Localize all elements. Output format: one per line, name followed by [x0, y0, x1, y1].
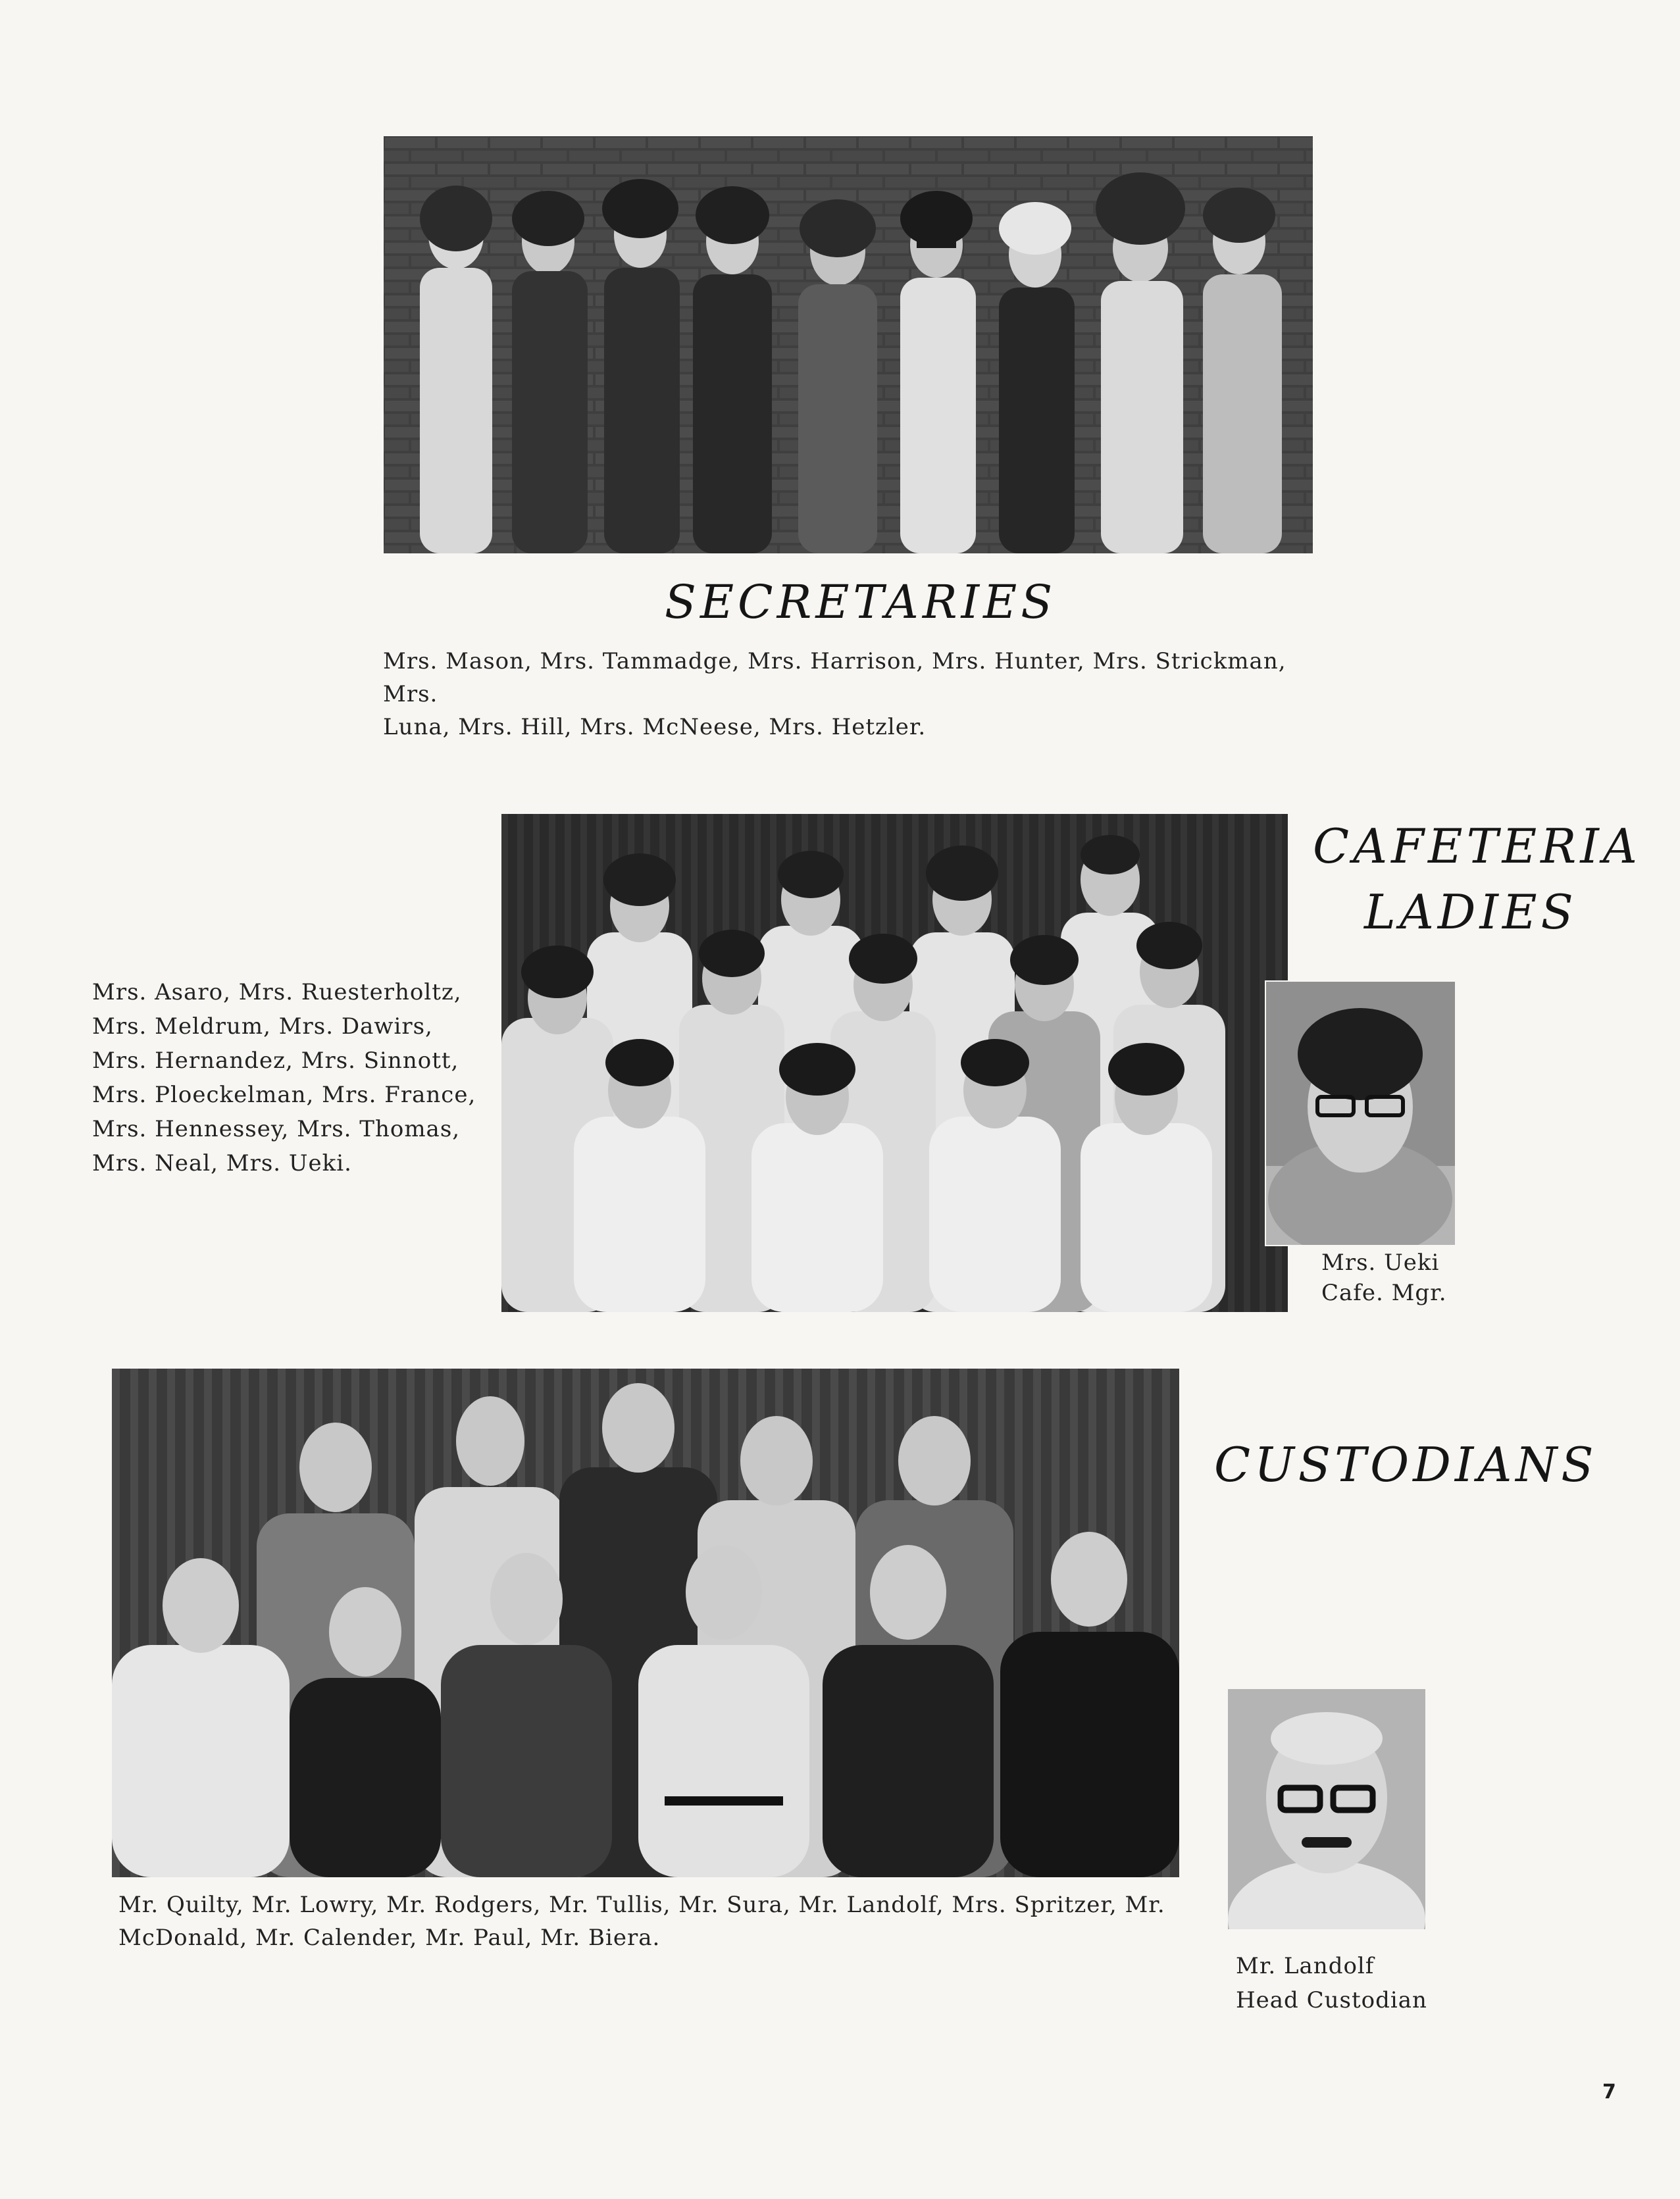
custodians-heading: CUSTODIANS: [1214, 1437, 1598, 1492]
cafeteria-names-line: Mrs. Neal, Mrs. Ueki.: [92, 1150, 352, 1176]
head-custodian-title: Head Custodian: [1236, 1987, 1427, 2013]
cafeteria-heading-line2: LADIES: [1364, 884, 1577, 940]
custodians-caption-line: Mr. Quilty, Mr. Lowry, Mr. Rodgers, Mr. Tullis, Mr. Sura, Mr. Landolf, Mrs. Spritzer, Mr.: [118, 1892, 1165, 1918]
cafeteria-manager-title: Cafe. Mgr.: [1321, 1280, 1447, 1306]
head-custodian-name: Mr. Landolf: [1236, 1953, 1375, 1979]
secretaries-caption-line: Luna, Mrs. Hill, Mrs. McNeese, Mrs. Hetzler.: [383, 714, 927, 740]
head-custodian-portrait: [1228, 1689, 1425, 1929]
cafeteria-names-line: Mrs. Asaro, Mrs. Ruesterholtz,: [92, 979, 462, 1005]
cafeteria-heading-line1: CAFETERIA: [1313, 819, 1641, 874]
secretaries-heading: SECRETARIES: [665, 575, 1057, 629]
cafeteria-group-photo: [501, 814, 1288, 1312]
cafeteria-manager-portrait: [1265, 980, 1456, 1246]
custodians-group-photo: [112, 1369, 1179, 1877]
cafeteria-manager-caption: [1321, 1248, 1466, 1308]
cafeteria-names-line: Mrs. Meldrum, Mrs. Dawirs,: [92, 1013, 433, 1040]
secretaries-caption-line: Mrs. Mason, Mrs. Tammadge, Mrs. Harrison, Mrs. Hunter, Mrs. Strickman, Mrs.: [383, 648, 1286, 707]
cafeteria-names-line: Mrs. Hennessey, Mrs. Thomas,: [92, 1116, 461, 1142]
page-number: 7: [1602, 2081, 1616, 2104]
custodians-caption: [118, 1888, 1198, 1954]
cafeteria-manager-name: Mrs. Ueki: [1321, 1250, 1440, 1276]
cafeteria-names-line: Mrs. Hernandez, Mrs. Sinnott,: [92, 1048, 459, 1074]
head-custodian-caption: [1236, 1949, 1446, 2017]
secretaries-group-photo: [384, 136, 1313, 553]
custodians-caption-line: McDonald, Mr. Calender, Mr. Paul, Mr. Biera.: [118, 1925, 661, 1951]
cafeteria-names-line: Mrs. Ploeckelman, Mrs. France,: [92, 1082, 476, 1108]
cafeteria-names: [92, 975, 513, 1180]
secretaries-caption: [383, 645, 1331, 744]
